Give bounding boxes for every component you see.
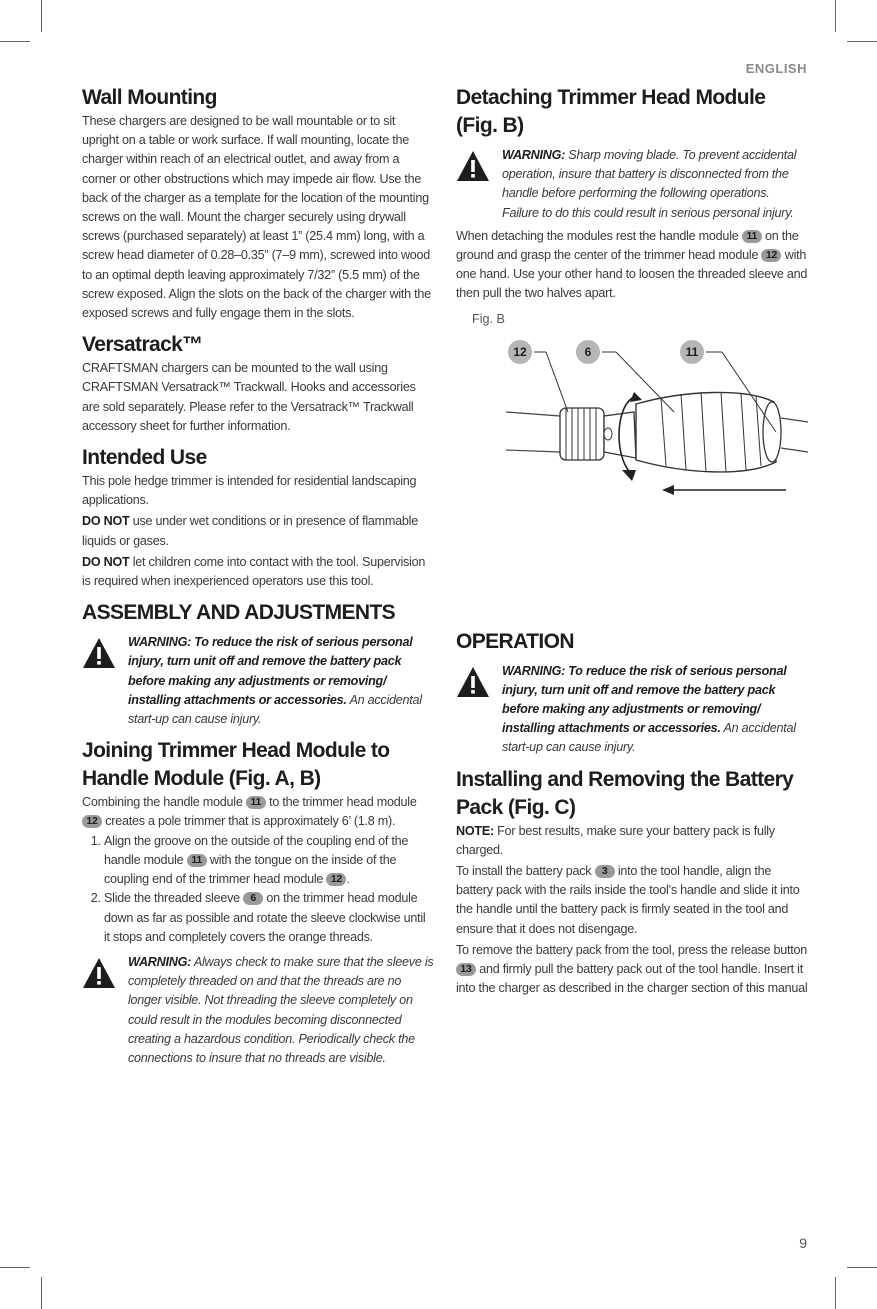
crop-mark <box>847 41 877 42</box>
text-run: and firmly pull the battery pack out of the tool handle. Insert it into the charger as described in the charger section of this manual <box>456 962 808 996</box>
text-run: to the trimmer head module <box>265 795 417 810</box>
text-run: creates a pole trimmer that is approximately 6’ (1.8 m). <box>102 814 396 829</box>
warning-text: Always check to make sure that the sleeve is completely threaded on and that the threads are no longer visible. Not threading the sleeve completely on could result in the modules becoming disconnected creating a hazardous condition. Periodically check the connections to insure that no threads are visible. <box>128 954 434 1065</box>
detaching-body <box>456 227 808 304</box>
versatrack-body: CRAFTSMAN chargers can be mounted to the wall using CRAFTSMAN Versatrack™ Trackwall. Hooks and accessories are sold separately. Please refer to the Versatrack™ Trackwall accessory sheet for further information. <box>82 361 416 433</box>
intended-use-p2 <box>82 512 434 550</box>
intended-use-p3 <box>82 553 434 591</box>
crop-mark <box>835 0 836 32</box>
figure-b <box>456 312 808 522</box>
list-item <box>104 889 434 947</box>
crop-mark <box>41 0 42 32</box>
assembly-warning <box>82 633 434 729</box>
joining-intro <box>82 793 434 831</box>
joining-warning <box>82 953 434 1068</box>
callout-number: 12 <box>513 344 527 359</box>
text-run: Combining the handle module <box>82 795 246 810</box>
warning-text-bold: WARNING: To reduce the risk of serious personal injury, turn unit off and remove the battery pack before making any adjustments or removing/ installing attachments or accessories. <box>128 635 413 707</box>
figure-label: Fig. B <box>472 311 505 326</box>
warning-icon <box>456 150 490 182</box>
text-run: When detaching the modules rest the handle module <box>456 228 742 243</box>
intended-use-p2-text: use under wet conditions or in presence of flammable liquids or gases. <box>82 514 418 548</box>
callout-badge: 12 <box>326 873 346 886</box>
right-column <box>456 84 808 998</box>
operation-warning <box>456 662 808 758</box>
warning-text: An accidental start-up can cause injury. <box>128 692 422 727</box>
callout-badge: 12 <box>82 815 102 828</box>
section-title-battery: Installing and Removing the Battery Pack (Fig. C) <box>456 767 794 819</box>
intended-use-p3-text: let children come into contact with the tool. Supervision is required when inexperienced operators use this tool. <box>82 554 426 589</box>
crop-mark <box>847 1267 877 1268</box>
crop-mark <box>0 41 30 42</box>
text-run: To remove the battery pack from the tool, press the release button <box>456 942 808 957</box>
warning-icon <box>82 637 116 669</box>
text-run: . <box>346 872 350 887</box>
do-not-label: DO NOT <box>82 514 130 529</box>
warning-icon <box>82 957 116 989</box>
text-run: with one hand. Use your other hand to loosen the threaded sleeve and then pull the two halves apart. <box>456 248 808 301</box>
left-column <box>82 84 434 1072</box>
callout-badge: 13 <box>456 963 476 976</box>
trimmer-coupling-illustration <box>456 312 808 522</box>
crop-mark <box>41 1277 42 1309</box>
note-text: For best results, make sure your battery pack is fully charged. <box>456 823 775 857</box>
warning-text: An accidental start-up can cause injury. <box>502 721 796 755</box>
battery-remove <box>456 941 808 999</box>
section-title-operation: OPERATION <box>456 629 574 653</box>
section-title-joining: Joining Trimmer Head Module to Handle Module (Fig. A, B) <box>82 739 390 791</box>
joining-steps <box>82 832 434 947</box>
text-run: into the tool handle, align the battery pack with the rails inside the tool’s handle and slide it into the handle until the battery pack is firmly seated in the tool and ensure that it does not disengage. <box>456 864 800 936</box>
detaching-warning <box>456 146 808 223</box>
section-title-assembly: ASSEMBLY AND ADJUSTMENTS <box>82 601 396 625</box>
callout-badge: 3 <box>595 865 615 878</box>
language-label: ENGLISH <box>745 61 807 76</box>
list-item <box>104 832 434 890</box>
callout-badge: 11 <box>187 854 207 867</box>
text-run: To install the battery pack <box>456 864 595 879</box>
callout-badge: 12 <box>761 249 781 262</box>
page-number: 9 <box>799 1235 807 1251</box>
wall-mounting-body: These chargers are designed to be wall mountable or to sit upright on a table or work surface. If wall mounting, locate the charger within reach of an electrical outlet, and away from a corner or other obstructions which may impede air flow. Use the back of the charger as a template for the location of the mounting screws on the wall. Mount the charger securely using drywall screws (purchased separately) at least 1” (25.4 mm) long, with a screw head diameter of 0.28–0.35” (7–9 mm), screwed into wood to an optimal depth leaving approximately 7/32” (5.5 mm) of the screw exposed. Align the slots on the back of the charger with the exposed screws and fully engage them in the slots. <box>82 114 431 321</box>
text-run: with the tongue on the inside of the coupling end of the trimmer head module <box>104 852 397 887</box>
warning-text-bold: WARNING: <box>502 148 566 162</box>
section-title-versatrack: Versatrack™ <box>82 333 203 357</box>
warning-text-bold: WARNING: To reduce the risk of serious personal injury, turn unit off and remove the battery pack before making any adjustments or removing/ installing attachments or accessories. <box>502 663 787 736</box>
warning-text: Sharp moving blade. To prevent accidental operation, insure that battery is disconnected from the handle before performing the following operations. Failure to do this could result in serious personal injury. <box>502 148 797 220</box>
do-not-label: DO NOT <box>82 554 130 569</box>
warning-text-bold: WARNING: <box>128 954 192 969</box>
callout-badge: 11 <box>246 796 266 809</box>
callout-number: 6 <box>584 344 592 359</box>
warning-icon <box>456 666 490 698</box>
text-run: Slide the threaded sleeve <box>104 891 244 906</box>
callout-badge: 6 <box>243 892 263 905</box>
section-title-wall-mounting: Wall Mounting <box>82 86 217 109</box>
text-run: Align the groove on the outside of the coupling end of the handle module <box>104 833 409 867</box>
section-title-detaching: Detaching Trimmer Head Module (Fig. B) <box>456 86 766 137</box>
crop-mark <box>835 1277 836 1309</box>
section-title-intended-use: Intended Use <box>82 446 207 470</box>
spacer <box>456 522 808 628</box>
intended-use-p1: This pole hedge trimmer is intended for residential landscaping applications. <box>82 474 417 508</box>
text-run: on the ground and grasp the center of the trimmer head module <box>456 228 799 263</box>
text-run: on the trimmer head module down as far as possible and rotate the sleeve clockwise until it stops and completely covers the orange threads. <box>104 891 426 944</box>
battery-install <box>456 862 808 939</box>
battery-note <box>456 822 808 860</box>
callout-badge: 11 <box>742 230 762 243</box>
crop-mark <box>0 1267 30 1268</box>
note-label: NOTE: <box>456 823 494 838</box>
callout-number: 11 <box>685 344 699 359</box>
